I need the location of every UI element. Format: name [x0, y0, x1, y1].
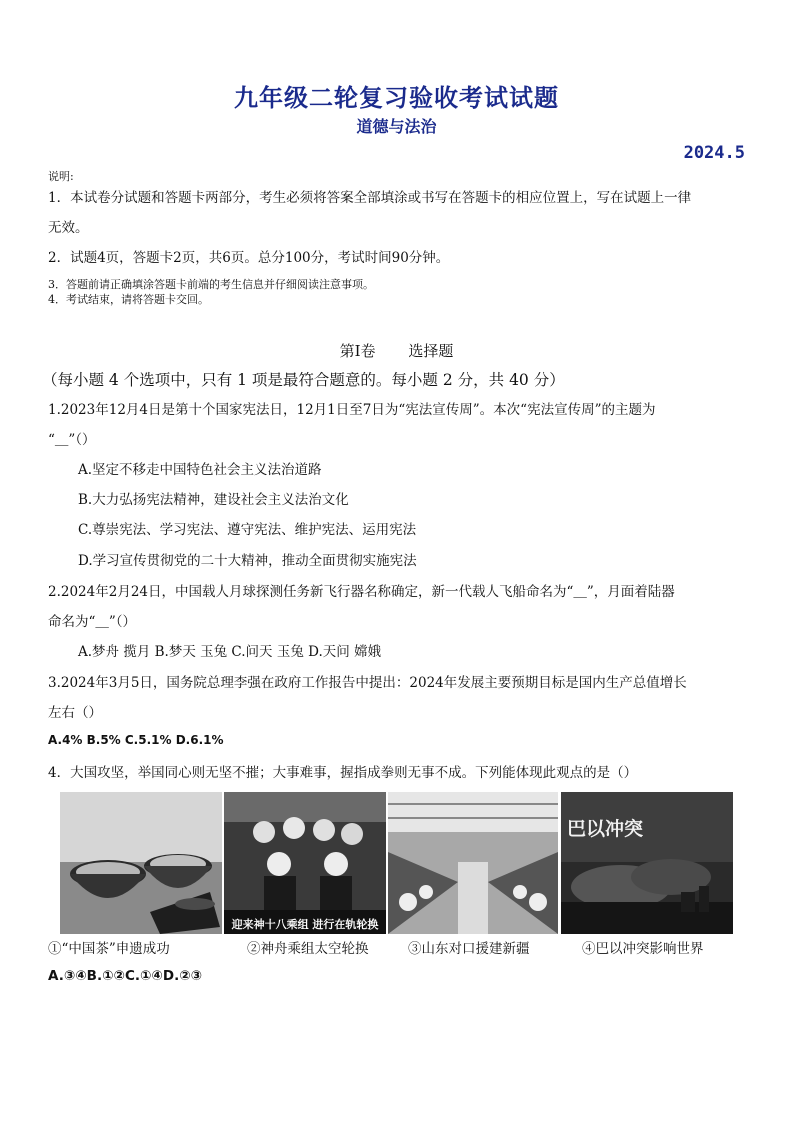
- q1-stem: 1.2023年12月4日是第十个国家宪法日，12月1日至7日为“宪法宣传周”。本次“宪法宣传周”的主题为: [48, 402, 656, 418]
- exam-date: 2024.5: [683, 143, 745, 163]
- tea-illustration: [60, 792, 222, 934]
- q1-stem-continued: “＿”（）: [48, 432, 96, 448]
- q4-options: A.③④B.①②C.①④D.②③: [48, 968, 203, 984]
- note-3: 3．答题前请正确填涂答题卡前端的考生信息并仔细阅读注意事项。: [48, 278, 374, 291]
- q2-stem-continued: 命名为“＿”（）: [48, 614, 137, 630]
- q1-option-d: D.学习宣传贯彻党的二十大精神，推动全面贯彻实施宪法: [78, 553, 417, 569]
- factory-illustration: [388, 792, 558, 934]
- q1-option-a: A.坚定不移走中国特色社会主义法治道路: [78, 462, 322, 478]
- q1-option-c: C.尊崇宪法、学习宪法、遵守宪法、维护宪法、运用宪法: [78, 522, 417, 538]
- exam-title: 九年级二轮复习验收考试试题: [234, 83, 559, 112]
- exam-subject: 道德与法治: [356, 117, 437, 136]
- q2-options: A.梦舟 揽月 B.梦天 玉兔 C.问天 玉兔 D.天问 嫦娥: [78, 644, 382, 660]
- note-4: 4．考试结束，请将答题卡交回。: [48, 293, 209, 306]
- photo-shenzhou-crew: [224, 792, 386, 934]
- note-1-continued: 无效。: [48, 220, 89, 236]
- photo-xinjiang-factory: [388, 792, 558, 934]
- q3-options: A.4% B.5% C.5.1% D.6.1%: [48, 733, 224, 747]
- caption-1: ①“中国茶”申遗成功: [48, 941, 170, 957]
- photo4-overlay-text: 巴以冲突: [567, 818, 644, 840]
- note-1: 1．本试卷分试题和答题卡两部分，考生必须将答案全部填涂或书写在答题卡的相应位置上，写在试题上一律: [48, 190, 692, 206]
- caption-3: ③山东对口援建新疆: [408, 941, 530, 957]
- q4-stem: 4．大国攻坚，举国同心则无坚不摧；大事难事，握指成拳则无事不成。下列能体现此观点的是（）: [48, 765, 638, 781]
- section-instruction: （每小题 4 个选项中，只有 1 项是最符合题意的。每小题 2 分，共 40 分）: [42, 371, 565, 389]
- section-part: 第Ⅰ卷: [339, 342, 376, 360]
- q3-stem-continued: 左右（）: [48, 705, 102, 721]
- section-heading: [0, 340, 793, 361]
- q2-stem: 2.2024年2月24日，中国载人月球探测任务新飞行器名称确定，新一代载人飞船命名为“＿”，月面着陆器: [48, 584, 675, 600]
- photo-chinese-tea: [60, 792, 222, 934]
- q3-stem: 3.2024年3月5日，国务院总理李强在政府工作报告中提出：2024年发展主要预期目标是国内生产总值增长: [48, 675, 687, 691]
- photo-israel-palestine: [561, 792, 733, 934]
- notes-label: 说明:: [48, 170, 74, 183]
- photo2-banner: 迎来神十八乘组 进行在轨轮换: [231, 918, 379, 931]
- astronauts-illustration: [224, 792, 386, 934]
- note-2: 2．试题4页，答题卡2页，共6页。总分100分，考试时间90分钟。: [48, 250, 450, 266]
- q1-option-b: B.大力弘扬宪法精神，建设社会主义法治文化: [78, 492, 349, 508]
- caption-4: ④巴以冲突影响世界: [582, 941, 704, 957]
- section-name: 选择题: [408, 342, 454, 360]
- caption-2: ②神舟乘组太空轮换: [247, 941, 369, 957]
